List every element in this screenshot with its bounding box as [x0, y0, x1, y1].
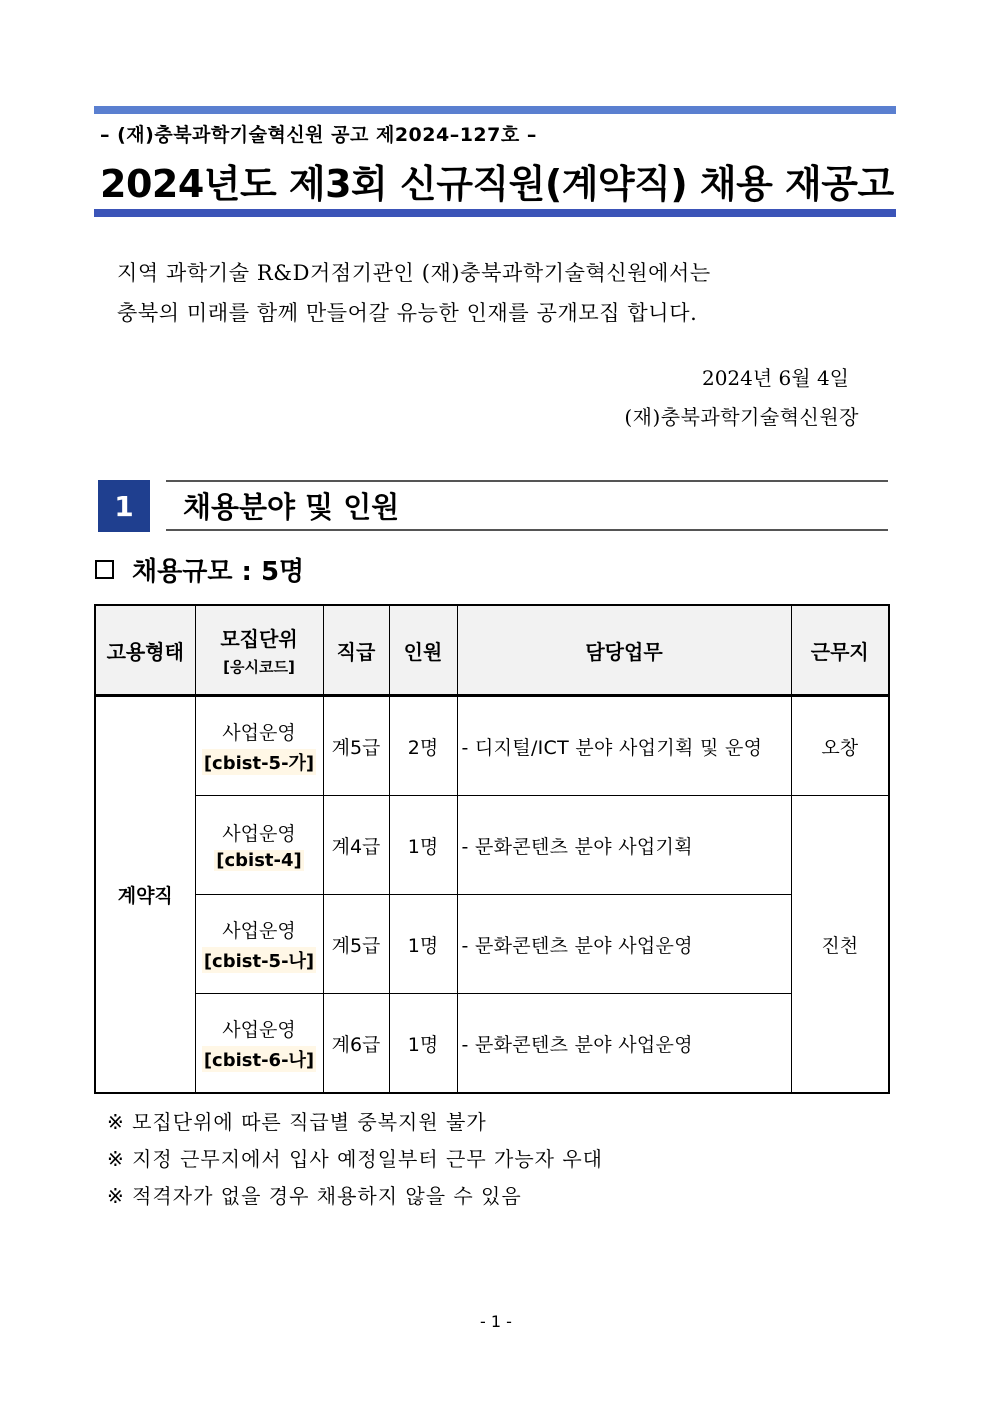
unit-code: [cbist-6-나]	[202, 1046, 316, 1072]
note-item: ※ 적격자가 없을 경우 채용하지 않을 수 있음	[107, 1184, 522, 1208]
unit-code: [cbist-4]	[216, 850, 302, 871]
intro-paragraph	[117, 253, 711, 333]
note-item: ※ 모집단위에 따른 직급별 중복지원 불가	[107, 1110, 487, 1134]
intro-line-1: 지역 과학기술 R&D거점기관인 (재)충북과학기술혁신원에서는	[117, 261, 711, 285]
count-cell: 1명	[389, 994, 457, 1094]
recruitment-table	[94, 604, 890, 1094]
section-rule-top	[166, 480, 888, 482]
note-item: ※ 지정 근무지에서 입사 예정일부터 근무 가능자 우대	[107, 1147, 603, 1171]
unit-cell	[195, 796, 323, 895]
count-cell: 1명	[389, 796, 457, 895]
duty-cell: - 문화콘텐츠 분야 사업운영	[457, 994, 791, 1094]
unit-cell	[195, 895, 323, 994]
header-unit-code-label: [응시코드]	[223, 658, 295, 676]
duty-cell: - 문화콘텐츠 분야 사업기획	[457, 796, 791, 895]
header-duty: 담당업무	[457, 605, 791, 696]
header-unit	[195, 605, 323, 696]
section-number-badge: 1	[98, 480, 150, 532]
unit-name: 사업운영	[222, 721, 296, 744]
section-rule-bottom	[166, 529, 888, 531]
count-cell: 2명	[389, 696, 457, 796]
table-row	[95, 696, 889, 796]
location-cell: 진천	[791, 796, 889, 1094]
header-grade: 직급	[323, 605, 389, 696]
table-header-row	[95, 605, 889, 696]
unit-cell	[195, 994, 323, 1094]
duty-cell: - 디지털/ICT 분야 사업기획 및 운영	[457, 696, 791, 796]
intro-line-2: 충북의 미래를 함께 만들어갈 유능한 인재를 공개모집 합니다.	[117, 301, 698, 325]
section-title: 채용분야 및 인원	[183, 490, 400, 524]
header-bottom-bar	[94, 209, 896, 217]
header-unit-label: 모집단위	[220, 627, 298, 651]
header-top-bar	[94, 106, 896, 114]
header-count: 인원	[389, 605, 457, 696]
header-employment-type: 고용형태	[95, 605, 195, 696]
grade-cell: 계6급	[323, 994, 389, 1094]
employment-type-cell: 계약직	[95, 696, 195, 1094]
signer: (재)충북과학기술혁신원장	[624, 405, 859, 429]
notes-list	[107, 1104, 603, 1215]
checkbox-icon	[95, 560, 114, 579]
table-row	[95, 796, 889, 895]
recruit-scale	[95, 551, 304, 588]
announcement-date: 2024년 6월 4일	[701, 366, 849, 390]
unit-name: 사업운영	[222, 823, 296, 845]
location-cell: 오창	[791, 696, 889, 796]
grade-cell: 계5급	[323, 895, 389, 994]
count-cell: 1명	[389, 895, 457, 994]
grade-cell: 계4급	[323, 796, 389, 895]
unit-name: 사업운영	[222, 919, 296, 942]
page-title: 2024년도 제3회 신규직원(계약직) 채용 재공고	[100, 162, 894, 206]
grade-cell: 계5급	[323, 696, 389, 796]
unit-code: [cbist-5-나]	[202, 947, 316, 973]
header-location: 근무지	[791, 605, 889, 696]
table-row	[95, 895, 889, 994]
recruit-scale-label: 채용규모 : 5명	[132, 557, 305, 587]
page-number: - 1 -	[480, 1312, 512, 1331]
announcement-number: – (재)충북과학기술혁신원 공고 제2024–127호 –	[100, 124, 537, 146]
unit-name: 사업운영	[222, 1018, 296, 1041]
duty-cell: - 문화콘텐츠 분야 사업운영	[457, 895, 791, 994]
unit-code: [cbist-5-가]	[202, 749, 316, 775]
table-row	[95, 994, 889, 1094]
unit-cell	[195, 696, 323, 796]
